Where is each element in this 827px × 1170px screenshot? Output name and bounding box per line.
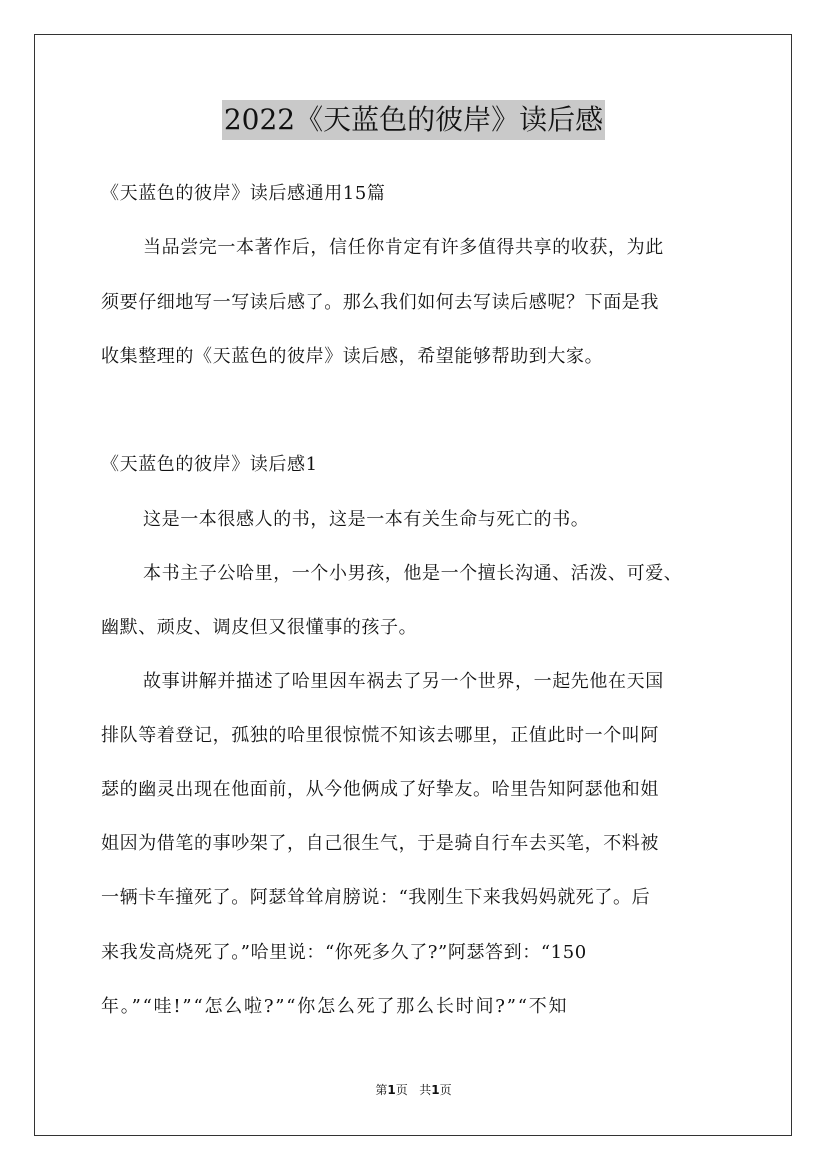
body-line-9: 来我发高烧死了。”哈里说：“你死多久了?”阿瑟答到：“150 (101, 942, 587, 963)
footer-page-prefix: 第 (375, 1083, 388, 1097)
footer-page-number: 1 (387, 1083, 396, 1097)
document-title: 2022《天蓝色的彼岸》读后感 (222, 100, 605, 140)
footer-total-number: 1 (431, 1083, 440, 1097)
intro-line-2: 须要仔细地写一写读后感了。那么我们如何去写读后感呢？下面是我 (101, 292, 659, 313)
footer-total-suffix: 页 (439, 1083, 452, 1097)
intro-line-1: 当品尝完一本著作后，信任你肯定有许多值得共享的收获，为此 (143, 237, 664, 258)
page-footer (0, 1082, 827, 1098)
body-line-8: 一辆卡车撞死了。阿瑟耸耸肩膀说：“我刚生下来我妈妈就死了。后 (101, 887, 651, 908)
body-line-7: 姐因为借笔的事吵架了，自己很生气，于是骑自行车去买笔，不料被 (101, 833, 659, 854)
body-line-10: 年。”“哇!”“怎么啦?”“你怎么死了那么长时间?”“不知 (101, 996, 569, 1017)
body-line-5: 排队等着登记，孤独的哈里很惊慌不知该去哪里，正值此时一个叫阿 (101, 725, 659, 746)
title-container (0, 100, 827, 140)
footer-page-suffix: 页 (395, 1083, 408, 1097)
body-line-6: 瑟的幽灵出现在他面前，从今他俩成了好挚友。哈里告知阿瑟他和姐 (101, 779, 659, 800)
body-line-3: 幽默、顽皮、调皮但又很懂事的孩子。 (101, 617, 418, 638)
subtitle: 《天蓝色的彼岸》读后感通用15篇 (101, 183, 386, 204)
intro-line-3: 收集整理的《天蓝色的彼岸》读后感，希望能够帮助到大家。 (101, 346, 604, 367)
body-line-4: 故事讲解并描述了哈里因车祸去了另一个世界，一起先他在天国 (143, 671, 664, 692)
body-line-1: 这是一本很感人的书，这是一本有关生命与死亡的书。 (143, 509, 590, 530)
footer-total-prefix: 共 (419, 1083, 432, 1097)
section-heading: 《天蓝色的彼岸》读后感1 (101, 454, 318, 475)
body-line-2: 本书主子公哈里，一个小男孩，他是一个擅长沟通、活泼、可爱、 (143, 563, 683, 584)
